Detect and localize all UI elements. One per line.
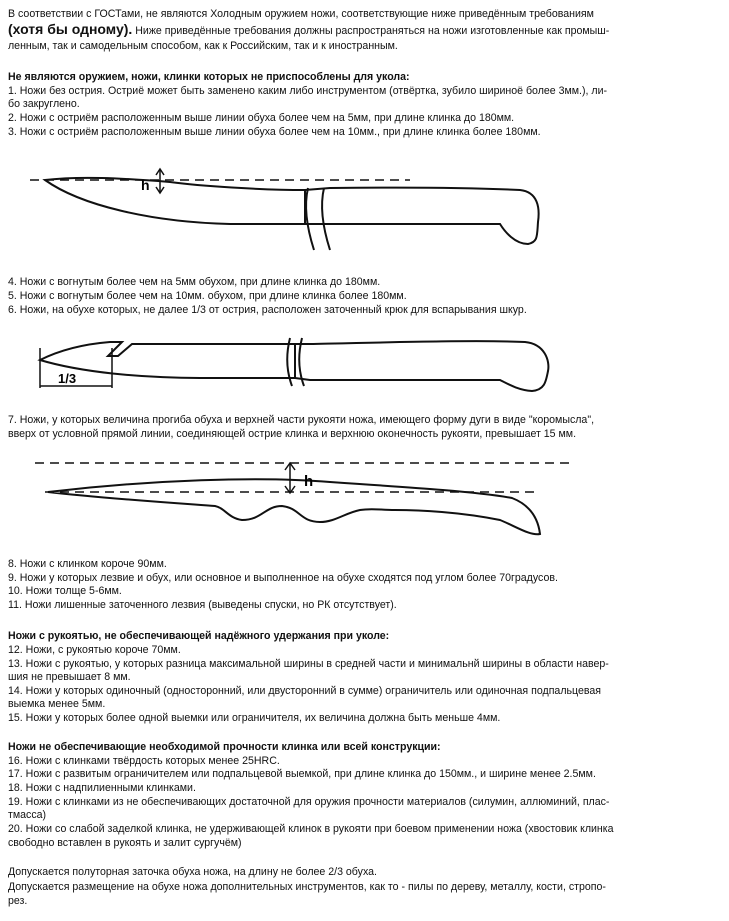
intro-line-2-rest: Ниже приведённые требования должны распространяться на ножи изготовленные как промыш- — [132, 25, 610, 37]
footer-line-1: Допускается полуторная заточка обуха ножа, на длину не более 2/3 обуха. — [8, 866, 377, 878]
section-2-heading: Ножи с рукоятью, не обеспечивающей надёжного удержания при уколе: — [8, 630, 390, 642]
knife-figure-2 — [0, 326, 729, 406]
intro-line-3: ленным, так и самодельным способом, как к Российским, так и к иностранным. — [8, 40, 398, 52]
item-20-line-b: свободно вставлен в рукоять и залит сургучём) — [8, 837, 242, 849]
intro-emphasis: (хотя бы одному). — [8, 21, 133, 37]
item-4: 4. Ножи с вогнутым более чем на 5мм обухом, при длине клинка до 180мм. — [8, 276, 381, 288]
fig1-guard-left — [306, 188, 314, 250]
item-10: 10. Ножи толще 5-6мм. — [8, 585, 122, 597]
item-14-line-b: выемка менее 5мм. — [8, 698, 106, 710]
footer-line-2b: рез. — [8, 895, 28, 907]
item-5: 5. Ножи с вогнутым более чем на 10мм. обухом, при длине клинка более 180мм. — [8, 290, 407, 302]
item-13-line-b: шия не превышает 8 мм. — [8, 671, 131, 683]
item-8: 8. Ножи с клинком короче 90мм. — [8, 558, 167, 570]
item-1-line-b: бо закруглено. — [8, 98, 80, 110]
item-11: 11. Ножи лишенные заточенного лезвия (выведены спуски, но РК отсутствует). — [8, 599, 397, 611]
intro-line-1: В соответствии с ГОСТами, не являются Холодным оружием ножи, соответствующие ниже приведённым требованиям — [8, 8, 594, 20]
knife-figure-1 — [0, 160, 729, 265]
fig2-third-label: 1/3 — [58, 371, 77, 386]
item-20-line-a: 20. Ножи со слабой заделкой клинка, не удерживающей клинок в рукояти при боевом применении ножа (хвостовик клинка — [8, 823, 614, 835]
fig1-h-label: h — [141, 177, 150, 193]
intro-line-2 — [8, 23, 609, 38]
fig2-blade-with-hook — [40, 342, 295, 378]
item-7-line-a: 7. Ножи, у которых величина прогиба обуха и верхней части рукояти ножа, имеющего форму дуги в виде "коромысла", — [8, 414, 595, 426]
footer-line-2a: Допускается размещение на обухе ножа дополнительных инструментов, как то - пилы по дереву, металлу, кости, стропо- — [8, 881, 606, 893]
item-18: 18. Ножи с надпилиенными клинками. — [8, 782, 196, 794]
item-1-line-a: 1. Ножи без острия. Остриё может быть заменено каким либо инструментом (отвёртка, зубило шириноё более 3мм.), ли- — [8, 85, 608, 97]
item-13-line-a: 13. Ножи с рукоятью, у которых разница максимальной ширины в средней части и минимальнй ширины в области навер- — [8, 658, 609, 670]
fig1-handle — [305, 188, 539, 244]
item-6: 6. Ножи, на обухе которых, не далее 1/3 от острия, расположен заточенный крюк для вспарывания шкур. — [8, 304, 527, 316]
item-19-line-b: тмасса) — [8, 809, 47, 821]
item-15: 15. Ножи у которых более одной выемки или ограничителя, их величина должна быть меньше 4мм. — [8, 712, 501, 724]
item-3: 3. Ножи с остриём расположенным выше линии обуха более чем на 10мм., при длине клинка более 180мм. — [8, 126, 541, 138]
fig2-handle — [295, 341, 548, 391]
item-16: 16. Ножи с клинками твёрдость которых менее 25HRC. — [8, 755, 280, 767]
item-7-line-b: вверх от условной прямой линии, соединяющей острие клинка и верхнюю оконечность рукояти, превышает 15 мм. — [8, 428, 577, 440]
section-3-heading: Ножи не обеспечивающие необходимой прочности клинка или всей конструкции: — [8, 741, 441, 753]
item-14-line-a: 14. Ножи у которых одиночный (односторонний, или двусторонний в сумме) ограничитель или одиночная подпальцевая — [8, 685, 601, 697]
item-9: 9. Ножи у которых лезвие и обух, или основное и выполненное на обухе сходятся под углом более 70градусов. — [8, 572, 558, 584]
knife-figure-3 — [0, 450, 729, 550]
item-12: 12. Ножи, с рукоятью короче 70мм. — [8, 644, 181, 656]
fig1-guard-right — [322, 188, 330, 250]
fig1-blade — [45, 178, 305, 224]
fig3-h-label: h — [304, 473, 314, 490]
item-19-line-a: 19. Ножи с клинками из не обеспечивающих достаточной для оружия прочности материалов (силумин, аллюминий, плас- — [8, 796, 610, 808]
item-17: 17. Ножи с развитым ограничителем или подпальцевой выемкой, при длине клинка до 150мм., и ширине менее 2.5мм. — [8, 768, 596, 780]
item-2: 2. Ножи с остриём расположенным выше линии обуха более чем на 5мм, при длине клинка до 180мм. — [8, 112, 515, 124]
section-1-heading: Не являются оружием, ножи, клинки которых не приспособлены для укола: — [8, 71, 410, 83]
